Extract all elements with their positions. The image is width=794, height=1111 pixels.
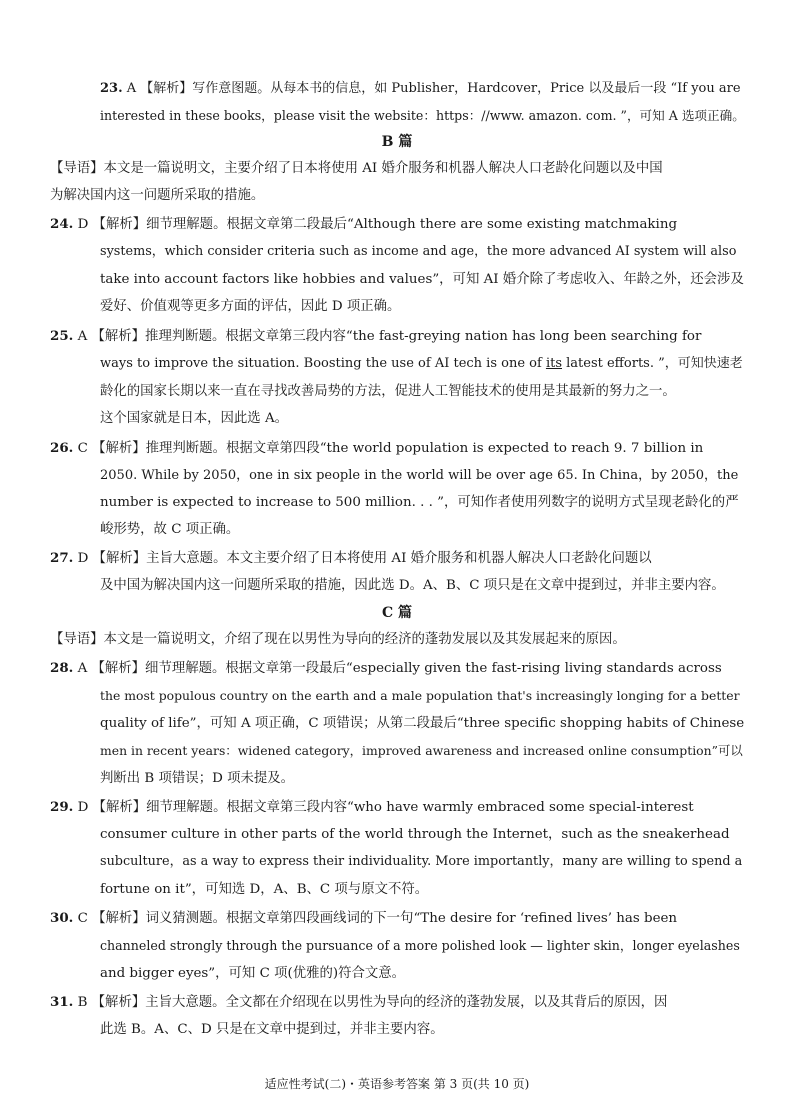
q31-line-2: 此选 B。A、C、D 只是在文章中提到过，并非主要内容。 bbox=[100, 1022, 444, 1037]
q25-line-1: 25. A 【解析】推理判断题。根据文章第三段内容“the fast-greying nation has long been searching for bbox=[50, 328, 702, 344]
q24-line-1: 24. D 【解析】细节理解题。根据文章第二段最后“Although there are some existing matchmaking bbox=[50, 216, 678, 232]
q26-line-1: 26. C 【解析】推理判断题。根据文章第四段“the world population is expected to reach 9. 7 billion in bbox=[50, 440, 704, 456]
q26-line-3: number is expected to increase to 500 million. . . ”，可知作者使用列数字的说明方式呈现老龄化的严 bbox=[100, 495, 739, 510]
q31-number: 31. bbox=[50, 994, 74, 1010]
q24-line-4: 爱好、价值观等更多方面的评估，因此 D 项正确。 bbox=[100, 299, 401, 314]
q29-line-4: fortune on it”，可知选 D，A、B、C 项与原文不符。 bbox=[100, 882, 429, 897]
q26-line-2: 2050. While by 2050，one in six people in the world will be over age 65. In China，by 2050，the bbox=[100, 468, 739, 483]
q28-line-2: the most populous country on the earth and a male population that's increasingly longing for a better bbox=[100, 688, 740, 703]
q23-line-2: interested in these books，please visit the website：https：//www. amazon. com. ”，可知 A 选项正确。 bbox=[100, 108, 745, 123]
section-b-guide-1: 【导语】本文是一篇说明文，主要介绍了日本将使用 AI 婚介服务和机器人解决人口老龄化问题以及中国 bbox=[50, 161, 663, 176]
q25-line-2: ways to improve the situation. Boosting the use of AI tech is one of its latest efforts. ”，可知快速老 bbox=[100, 356, 743, 371]
q24-line-2: systems，which consider criteria such as income and age，the more advanced AI system will also bbox=[100, 244, 737, 259]
q25-line-3: 龄化的国家长期以来一直在寻找改善局势的方法，促进人工智能技术的使用是其最新的努力之一。 bbox=[100, 384, 676, 399]
q24-line-3: take into account factors like hobbies and values”，可知 AI 婚介除了考虑收入、年龄之外，还会涉及 bbox=[100, 272, 744, 287]
q25-line-4: 这个国家就是日本，因此选 A。 bbox=[100, 411, 289, 426]
underlined-word: its bbox=[545, 356, 562, 371]
q30-line-1: 30. C 【解析】词义猜测题。根据文章第四段画线词的下一句“The desire for ‘refined lives’ has been bbox=[50, 910, 678, 926]
page-footer: 适应性考试(二)・英语参考答案 第 3 页(共 10 页) bbox=[264, 1077, 530, 1091]
section-c-title: C 篇 bbox=[381, 605, 413, 621]
q27-number: 27. bbox=[50, 550, 74, 566]
q30-line-3: and bigger eyes”，可知 C 项(优雅的)符合文意。 bbox=[100, 966, 406, 981]
q29-number: 29. bbox=[50, 799, 74, 815]
q31-line-1: 31. B 【解析】主旨大意题。全文都在介绍现在以男性为导向的经济的蓬勃发展，以及其背后的原因，因 bbox=[50, 994, 668, 1010]
q27-line-1: 27. D 【解析】主旨大意题。本文主要介绍了日本将使用 AI 婚介服务和机器人解决人口老龄化问题以 bbox=[50, 550, 652, 566]
q27-line-2: 及中国为解决国内这一问题所采取的措施，因此选 D。A、B、C 项只是在文章中提到过，并非主要内容。 bbox=[100, 578, 725, 593]
q24-number: 24. bbox=[50, 216, 74, 232]
section-c-guide: 【导语】本文是一篇说明文，介绍了现在以男性为导向的经济的蓬勃发展以及其发展起来的原因。 bbox=[50, 632, 626, 647]
q26-number: 26. bbox=[50, 440, 74, 456]
q23-number: 23. bbox=[100, 81, 123, 96]
q25-number: 25. bbox=[50, 328, 74, 344]
q28-line-1: 28. A 【解析】细节理解题。根据文章第一段最后“especially given the fast-rising living standards across bbox=[50, 660, 722, 676]
q28-line-3: quality of life”，可知 A 项正确，C 项错误；从第二段最后“three specific shopping habits of Chinese bbox=[100, 716, 745, 731]
q29-line-3: subculture，as a way to express their individuality. More importantly，many are willing to spend a bbox=[100, 854, 743, 869]
q29-line-1: 29. D 【解析】细节理解题。根据文章第三段内容“who have warmly embraced some special-interest bbox=[50, 799, 694, 815]
section-b-guide-2: 为解决国内这一问题所采取的措施。 bbox=[50, 188, 265, 203]
q26-line-4: 峻形势，故 C 项正确。 bbox=[100, 522, 240, 537]
q29-line-2: consumer culture in other parts of the world through the Internet，such as the sneakerhead bbox=[100, 827, 730, 842]
q30-number: 30. bbox=[50, 910, 74, 926]
q28-number: 28. bbox=[50, 660, 74, 676]
section-b-title: B 篇 bbox=[381, 134, 413, 150]
q30-line-2: channeled strongly through the pursuance of a more polished look — lighter skin，longer eyelashes bbox=[100, 938, 740, 953]
q23-line-1: 23. A 【解析】写作意图题。从每本书的信息，如 Publisher，Hardcover，Price 以及最后一段 “If you are bbox=[100, 81, 741, 96]
q28-line-5: 判断出 B 项错误；D 项未提及。 bbox=[100, 771, 295, 786]
q28-line-4: men in recent years：widened category，improved awareness and increased online consumption”可以 bbox=[100, 743, 743, 758]
